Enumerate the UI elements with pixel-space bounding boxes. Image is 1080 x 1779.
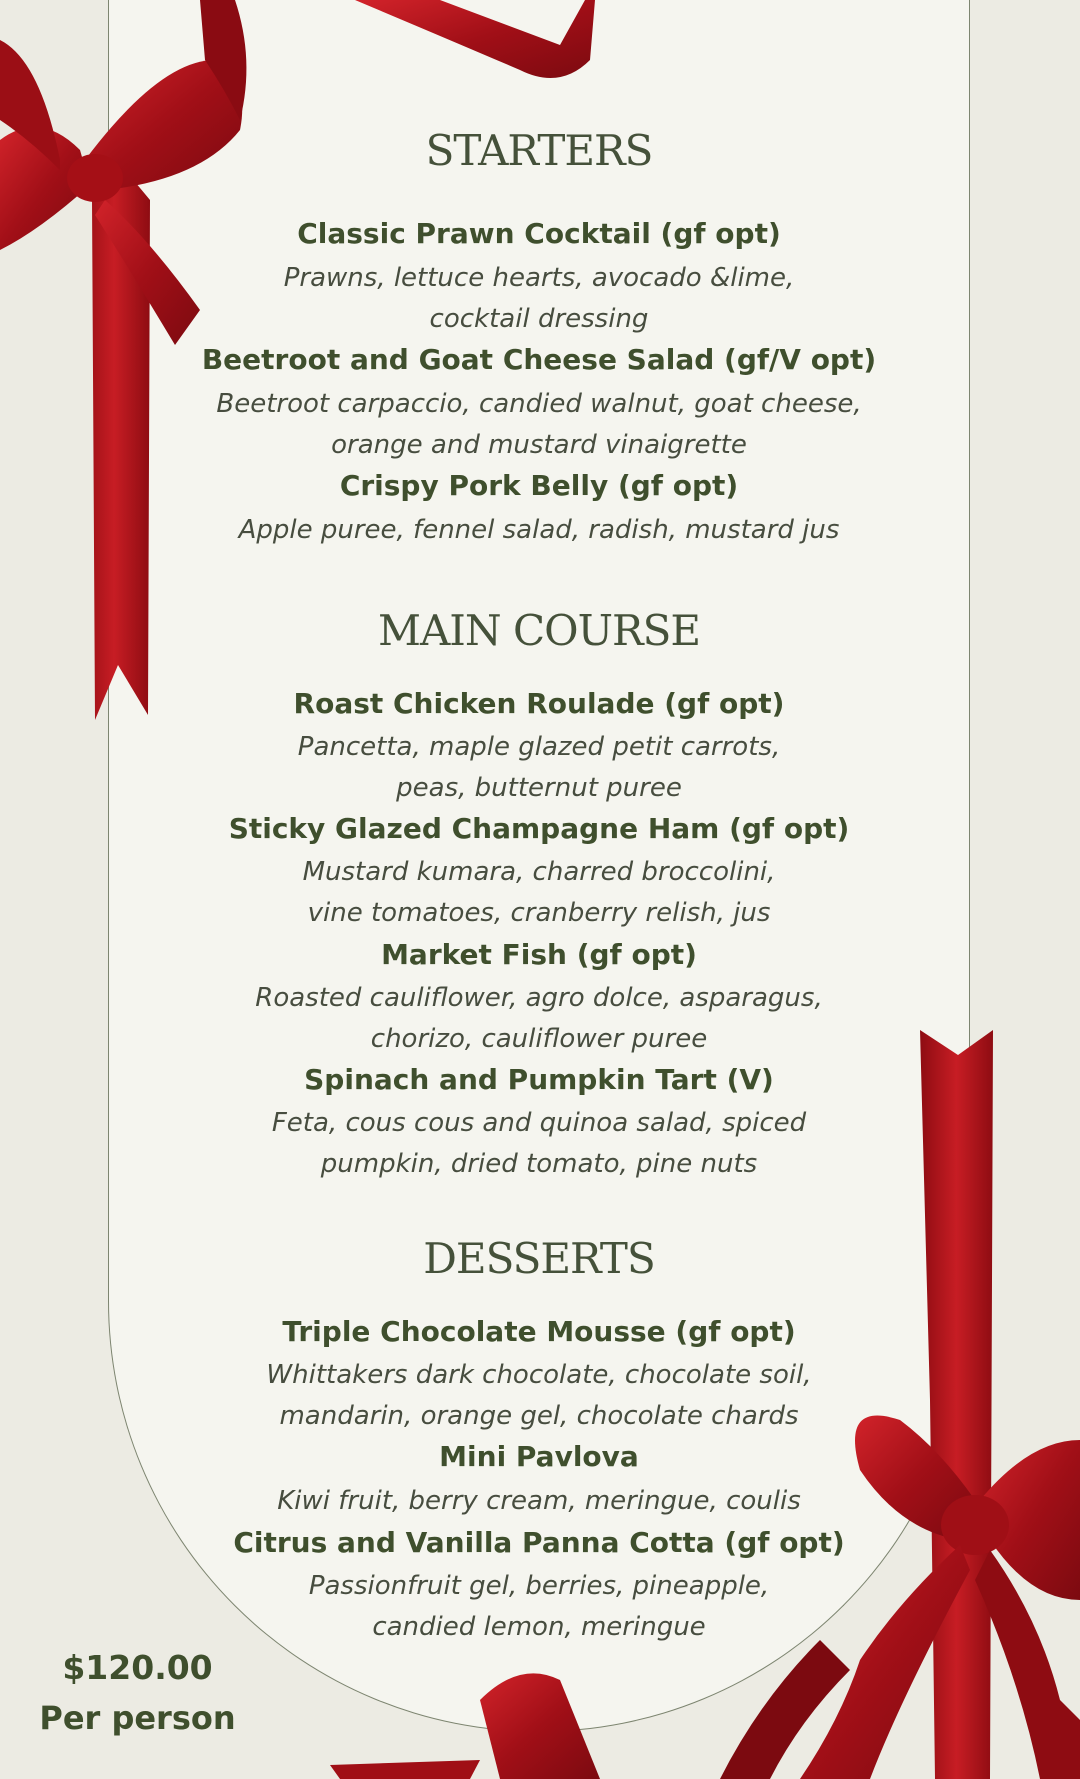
description-line: Pancetta, maple glazed petit carrots, [297,732,781,762]
menu-item-name: Crispy Pork Belly (gf opt) [339,469,739,502]
menu-item-name: Roast Chicken Roulade (gf opt) [293,687,785,720]
description-line: Whittakers dark chocolate, chocolate soil, [266,1360,812,1390]
description-line: pumpkin, dried tomato, pine nuts [320,1149,758,1179]
menu-item-description [108,852,970,934]
menu-item-description [108,727,970,809]
menu-item-description [108,1103,970,1185]
description-line: Feta, cous cous and quinoa salad, spiced [271,1108,807,1138]
menu-item-name: Triple Chocolate Mousse (gf opt) [282,1315,796,1348]
description-line: mandarin, orange gel, chocolate chards [279,1401,799,1431]
description-line: chorizo, cauliflower puree [370,1024,708,1054]
description-line: cocktail dressing [429,304,649,334]
menu-item-description [108,510,970,551]
section-title-starters: STARTERS [425,126,653,175]
menu-item-name: Beetroot and Goat Cheese Salad (gf/V opt) [201,343,877,376]
menu-item-name: Spinach and Pumpkin Tart (V) [304,1063,774,1096]
description-line: Beetroot carpaccio, candied walnut, goat cheese, [216,389,862,419]
bottom-ribbon-icon [330,1673,600,1779]
menu-item-name: Sticky Glazed Champagne Ham (gf opt) [228,812,850,845]
description-line: Roasted cauliflower, agro dolce, asparagus, [255,983,823,1013]
description-line: Kiwi fruit, berry cream, meringue, coulis [277,1486,801,1516]
menu-item-name: Classic Prawn Cocktail (gf opt) [297,217,781,250]
menu-item-name: Mini Pavlova [439,1440,639,1473]
section-title-main-course: MAIN COURSE [377,606,701,655]
description-line: Mustard kumara, charred broccolini, [302,857,776,887]
description-line: Apple puree, fennel salad, radish, mustard jus [238,515,840,545]
description-line: peas, butternut puree [396,773,682,803]
menu-item-name: Market Fish (gf opt) [381,938,697,971]
menu-item-description [108,384,970,466]
menu-item-description [108,258,970,340]
price-unit: Per person [39,1699,236,1737]
description-line: Prawns, lettuce hearts, avocado &lime, [283,263,795,293]
description-line: candied lemon, meringue [372,1612,706,1642]
description-line: orange and mustard vinaigrette [331,430,747,460]
menu-item-description [108,1566,970,1648]
menu-item-name: Citrus and Vanilla Panna Cotta (gf opt) [233,1526,845,1559]
menu-item-description [108,1355,970,1437]
section-title-desserts: DESSERTS [423,1234,655,1283]
price-amount: $120.00 [62,1648,213,1687]
top-ribbon-icon [355,0,595,78]
description-line: Passionfruit gel, berries, pineapple, [308,1571,770,1601]
menu-item-description [108,978,970,1060]
menu-item-description [108,1481,970,1522]
description-line: vine tomatoes, cranberry relish, jus [307,898,771,928]
